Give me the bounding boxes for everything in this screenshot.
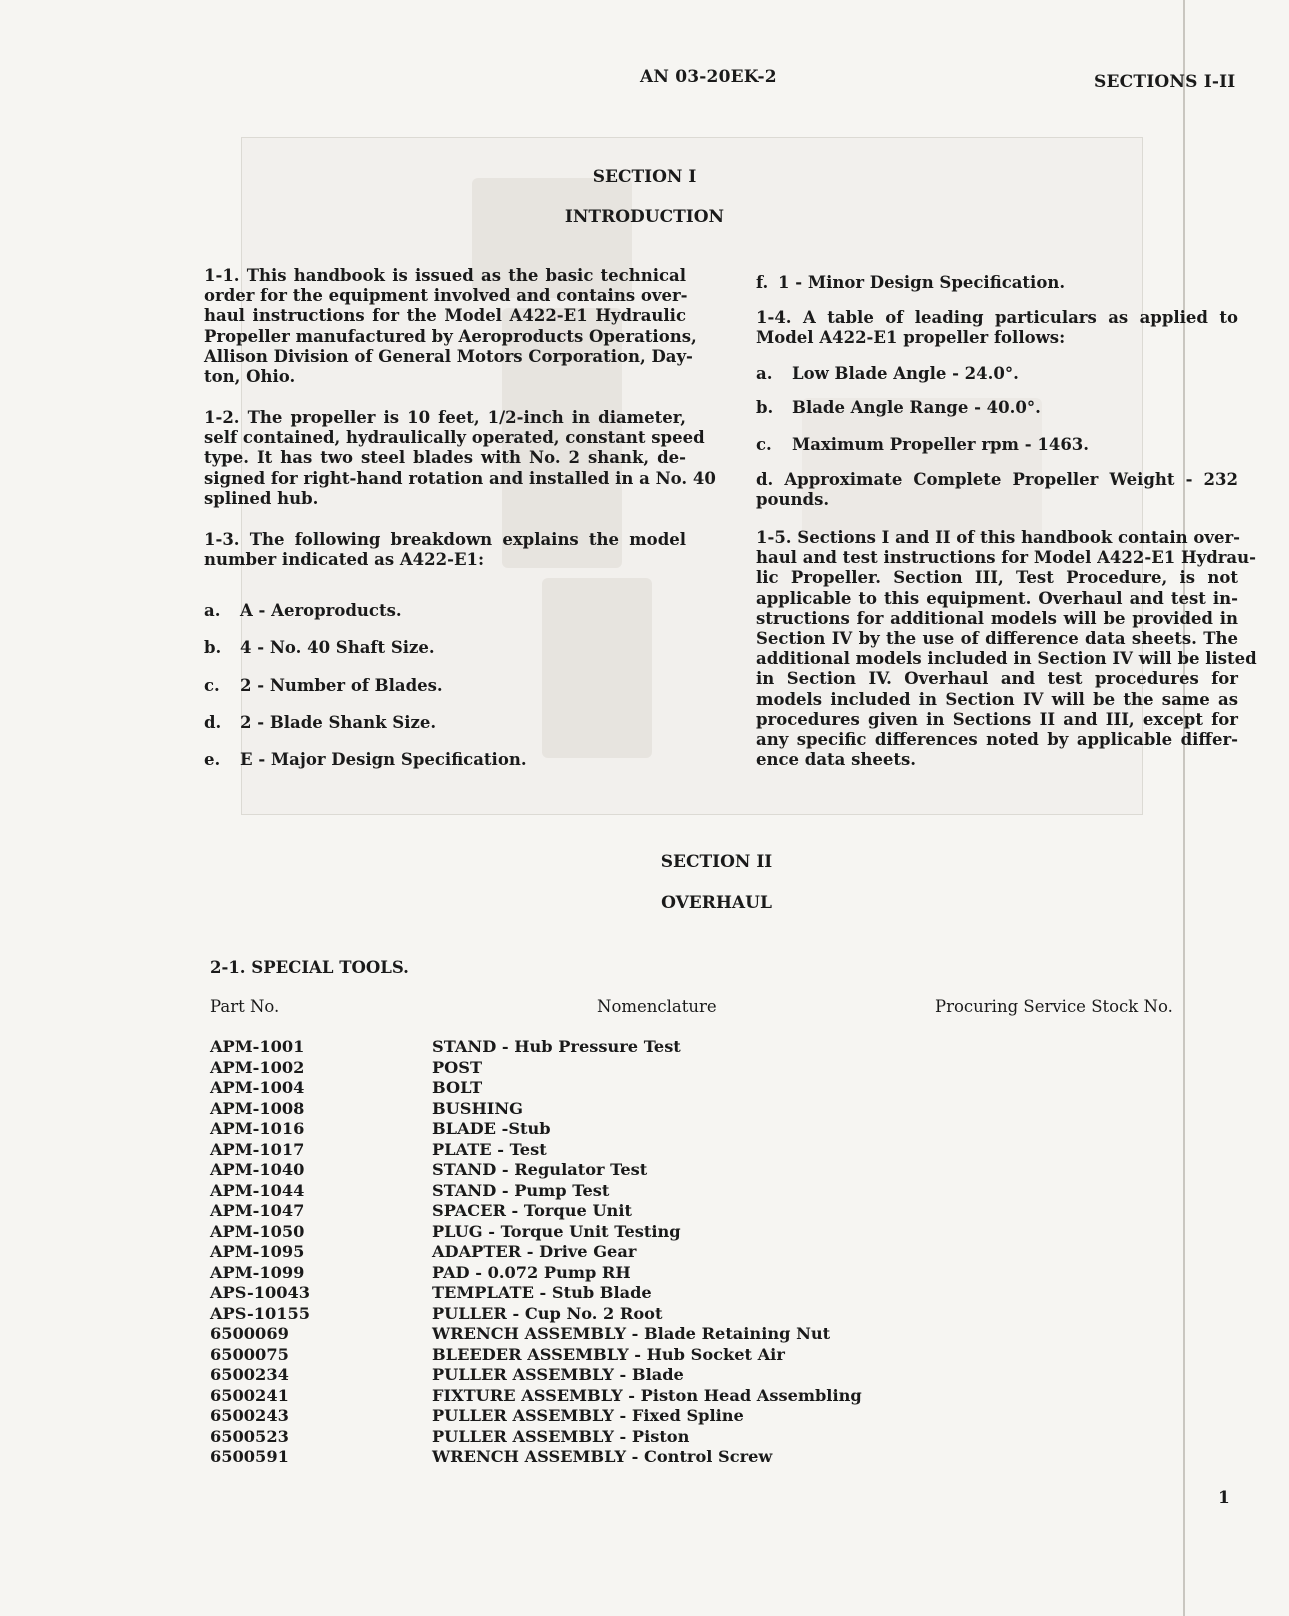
nomenclature: SPACER - Torque Unit [432,1201,632,1220]
nomenclature: STAND - Pump Test [432,1180,610,1200]
text-line: d. Approximate Complete Propeller Weight - 232 [756,470,1238,489]
item-text: 2 - Blade Shank Size. [240,713,437,732]
section-2-subtitle: OVERHAUL [661,893,772,913]
text-line: pounds. [756,490,830,510]
model-item [204,750,527,769]
nomenclature: POST [432,1057,483,1077]
nomenclature: PULLER ASSEMBLY - Fixed Spline [432,1406,744,1425]
part-number: APM-1050 [210,1221,305,1241]
paragraph-1-4 [756,308,1238,348]
model-item [204,601,402,620]
particular-item [756,398,1041,417]
item-letter: a. [204,601,221,620]
ghost-shape [802,398,1042,538]
part-number: 6500241 [210,1385,289,1405]
table-row [210,1140,1110,1161]
paragraph-1-3 [204,530,686,570]
nomenclature: BLADE -Stub [432,1119,551,1138]
document-number: AN 03-20EK-2 [640,67,777,87]
part-number: APM-1095 [210,1242,305,1261]
part-number: APM-1004 [210,1078,305,1097]
particular-item [756,364,1019,383]
item-text: Blade Angle Range - 40.0°. [792,398,1041,417]
table-row [210,1427,1110,1448]
section-1-title: SECTION I [592,167,697,187]
nomenclature: WRENCH ASSEMBLY - Control Screw [432,1447,773,1466]
table-row [210,1242,1110,1263]
table-row [210,1099,1110,1120]
item-text: E - Major Design Specification. [240,750,527,769]
text-line: splined hub. [204,488,319,508]
item-text: 2 - Number of Blades. [240,676,443,695]
table-row [210,1324,1110,1345]
table-row [210,1058,1110,1079]
text-line: order for the equipment involved and contains over- [204,286,688,306]
text-line: ton, Ohio. [204,367,296,387]
page-number: 1 [1218,1488,1230,1508]
item-letter: e. [204,750,221,769]
table-row [210,1304,1110,1325]
nomenclature: PULLER ASSEMBLY - Piston [432,1426,690,1446]
text-line: any specific differences noted by applicable differ- [756,730,1238,750]
part-number: APM-1099 [210,1262,305,1282]
part-number: APM-1001 [210,1037,305,1056]
section-2-title: SECTION II [660,852,773,872]
part-number: APM-1044 [210,1180,305,1200]
nomenclature: WRENCH ASSEMBLY - Blade Retaining Nut [432,1324,831,1343]
nomenclature: PLATE - Test [432,1139,547,1159]
item-text: Low Blade Angle - 24.0°. [792,364,1019,383]
text-line: Section IV by the use of difference data sheets. The [756,629,1238,649]
nomenclature: PLUG - Torque Unit Testing [432,1221,681,1241]
part-number: APM-1008 [210,1098,305,1118]
part-number: 6500591 [210,1447,289,1466]
table-row [210,1181,1110,1202]
table-row [210,1222,1110,1243]
part-number: APM-1002 [210,1057,305,1077]
nomenclature: ADAPTER - Drive Gear [432,1242,637,1261]
paragraph-1-2 [204,408,716,509]
paragraph-1-5 [756,528,1257,770]
text-line: self contained, hydraulically operated, constant speed [204,428,705,448]
text-line: number indicated as A422-E1: [204,550,485,570]
text-line: ence data sheets. [756,750,917,770]
nomenclature: PULLER ASSEMBLY - Blade [432,1365,684,1384]
model-item [204,638,435,657]
text-line: type. It has two steel blades with No. 2 shank, de- [204,448,686,468]
item-letter: a. [756,364,773,383]
table-row [210,1365,1110,1386]
special-tools-table [210,1037,1110,1468]
table-row [210,1345,1110,1366]
nomenclature: STAND - Hub Pressure Test [432,1037,681,1056]
text-line: 1-1. This handbook is issued as the basic technical [204,266,686,285]
model-item-f [756,273,1065,292]
nomenclature: STAND - Regulator Test [432,1160,648,1179]
item-letter: c. [756,435,772,454]
model-item [204,713,436,732]
ghost-shape [542,578,652,758]
text-line: 1-3. The following breakdown explains the model [204,530,686,549]
particular-item-d [756,470,1238,510]
part-number: APS-10155 [210,1303,311,1323]
text-line: 1-5. Sections I and II of this handbook contain over- [756,528,1241,547]
text-line: applicable to this equipment. Overhaul and test in- [756,588,1238,608]
table-row [210,1386,1110,1407]
text-line: haul and test instructions for Model A422-E1 Hydrau- [756,548,1256,568]
sections-label: SECTIONS I-II [1094,72,1236,92]
part-number: APM-1017 [210,1139,305,1159]
text-line: Allison Division of General Motors Corporation, Day- [204,346,693,366]
column-header-part-no: Part No. [210,997,280,1016]
column-header-nomenclature: Nomenclature [597,997,717,1016]
nomenclature: BLEEDER ASSEMBLY - Hub Socket Air [432,1344,785,1364]
text-line: additional models included in Section IV will be listed [756,649,1257,669]
part-number: APM-1047 [210,1201,305,1220]
table-row [210,1263,1110,1284]
text-line: 1-4. A table of leading particulars as applied to [756,308,1238,327]
item-letter: c. [204,676,220,695]
part-number: 6500523 [210,1426,289,1446]
nomenclature: BOLT [432,1078,483,1097]
item-text: Maximum Propeller rpm - 1463. [792,435,1090,454]
nomenclature: TEMPLATE - Stub Blade [432,1283,652,1302]
nomenclature: FIXTURE ASSEMBLY - Piston Head Assembling [432,1385,862,1405]
item-letter: f. [756,273,769,292]
part-number: APS-10043 [210,1283,311,1302]
part-number: 6500234 [210,1365,289,1384]
text-line: lic Propeller. Section III, Test Procedure, is not [756,568,1238,588]
nomenclature: PAD - 0.072 Pump RH [432,1262,631,1282]
nomenclature: PULLER - Cup No. 2 Root [432,1303,663,1323]
particular-item [756,435,1089,454]
text-line: Model A422-E1 propeller follows: [756,328,1066,348]
part-number: 6500075 [210,1344,289,1364]
item-text: 1 - Minor Design Specification. [778,273,1066,292]
text-line: 1-2. The propeller is 10 feet, 1/2-inch in diameter, [204,408,686,427]
column-header-stock-no: Procuring Service Stock No. [935,997,1173,1016]
special-tools-heading: 2-1. SPECIAL TOOLS. [210,958,409,977]
item-text: A - Aeroproducts. [240,601,402,620]
paragraph-1-1 [204,266,697,387]
text-line: Propeller manufactured by Aeroproducts Operations, [204,326,697,346]
text-line: haul instructions for the Model A422-E1 Hydraulic [204,306,686,326]
table-row [210,1447,1110,1468]
text-line: signed for right-hand rotation and installed in a No. 40 [204,468,716,488]
table-row [210,1037,1110,1058]
table-row [210,1406,1110,1427]
part-number: 6500069 [210,1324,289,1343]
item-letter: b. [204,638,222,657]
table-row [210,1078,1110,1099]
text-line: procedures given in Sections II and III, except for [756,709,1238,729]
table-row [210,1119,1110,1140]
nomenclature: BUSHING [432,1098,523,1118]
text-line: structions for additional models will be provided in [756,608,1238,628]
item-text: 4 - No. 40 Shaft Size. [240,638,435,657]
item-letter: d. [204,713,222,732]
part-number: 6500243 [210,1406,289,1425]
part-number: APM-1016 [210,1119,305,1138]
table-row [210,1201,1110,1222]
text-line: in Section IV. Overhaul and test procedures for [756,669,1238,689]
table-row [210,1160,1110,1181]
binding-edge-line [1183,0,1185,1616]
text-line: models included in Section IV will be the same as [756,689,1238,709]
model-item [204,676,443,695]
table-row [210,1283,1110,1304]
item-letter: b. [756,398,774,417]
part-number: APM-1040 [210,1160,305,1179]
section-1-subtitle: INTRODUCTION [564,207,725,227]
